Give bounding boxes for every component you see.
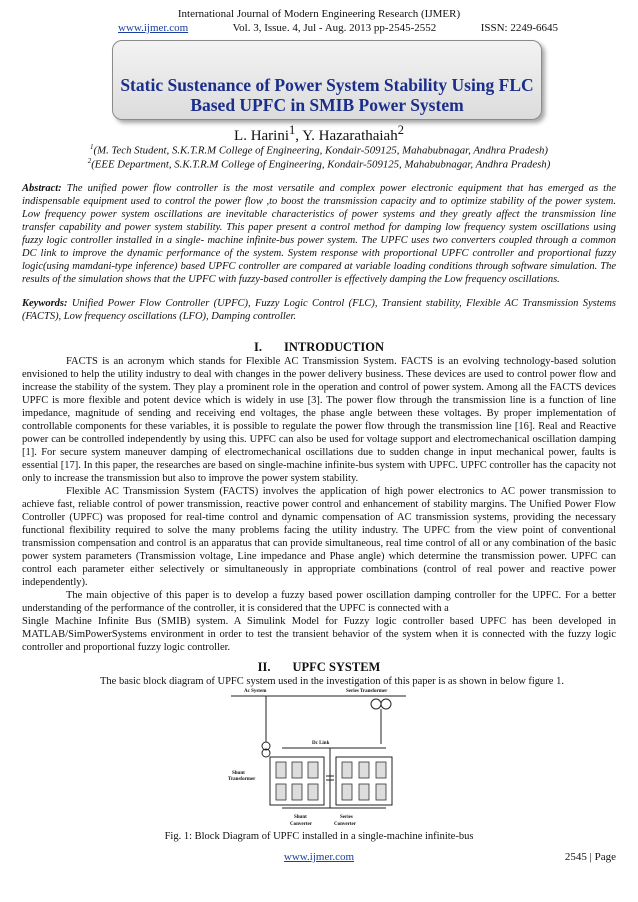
shunt-switch-5 (292, 784, 302, 800)
label-dc-link: Dc Link (312, 741, 330, 746)
paper-title-line-2: Based UPFC in SMIB Power System (190, 95, 464, 115)
intro-paragraph-1: FACTS is an acronym which stands for Flexible AC Transmission System. FACTS is an evolving technology-based solution envisioned to help the utility industry to deal with changes in the power delivery business. These devices are used to control power flow and increase the stability of the system. They play a prominent role in the operation and control of power system. Among all the FACTS devices UPFC is more flexible and potent device which is widely in use [3]. The power flow through the transmission line is a function of line impedance, magnitude of sending and receiving end voltages, the phase angle between these voltages. By proper implementation of controllable components for these variables, it is possible to regulate the power flow through the transmission line [16]. Real and Reactive power can be controlled independently by using this. UPFC can also be used for voltage support and electromechanical oscillation damping [1]. For secure system maneuver damping of electromechanical oscillations due to sudden change in input mechanical power, faults is essential [17]. In this paper, the researches are based on single-machine infinite-bus system with UPFC. UPFC controller has the capacity not only to increase the transmission but also to improve the power system stability. (22, 356, 616, 484)
series-switch-2 (359, 762, 369, 778)
figure-caption: Fig. 1: Block Diagram of UPFC installed in a single-machine infinite-bus (164, 831, 474, 842)
journal-meta (118, 22, 558, 34)
footer-url-link[interactable]: www.ijmer.com (283, 851, 355, 863)
section-1-title: INTRODUCTION (283, 340, 384, 354)
label-shunt-converter-2: Converter (290, 822, 312, 827)
journal-issn: ISSN: 2249-6645 (480, 22, 558, 34)
footer-page-number: 2545 | Page (564, 851, 616, 863)
affiliation-1-text: (M. Tech Student, S.K.T.R.M College of Engineering, Kondair-509125, Mahabubnagar, Andhra Pradesh) (93, 144, 549, 157)
intro-paragraph-4: Single Machine Infinite Bus (SMIB) system. A Simulink Model for Fuzzy logic controller based UPFC has been developed in MATLAB/SimPowerSystems environment in order to test the transient behavior of the system when it is connected with the fuzzy logic controller and proportional fuzzy logic controller. (22, 616, 616, 653)
author-1: L. Harini (234, 128, 290, 144)
section-2-heading (0, 660, 638, 675)
section-1-heading (0, 340, 638, 355)
shunt-switch-3 (308, 762, 318, 778)
affiliation-2-text: (EEE Department, S.K.T.R.M College of Engineering, Kondair-509125, Mahabubnagar, Andhra Pradesh) (91, 158, 551, 171)
author-2-affil-mark: 2 (397, 123, 404, 137)
affiliation-1 (0, 143, 638, 157)
journal-volume: Vol. 3, Issue. 4, Jul - Aug. 2013 pp-2545-2552 (232, 22, 437, 34)
upfc-paragraph-1: The basic block diagram of UPFC system used in the investigation of this paper is as shown in below figure 1. (100, 676, 564, 687)
shunt-switch-1 (276, 762, 286, 778)
paper-title-line-1: Static Sustenance of Power System Stability Using FLC (120, 75, 534, 95)
label-shunt-converter-1: Shunt (294, 815, 307, 820)
journal-url-link[interactable]: www.ijmer.com (118, 22, 189, 34)
author-1-affil-mark: 1 (289, 123, 296, 137)
abstract (22, 182, 616, 286)
series-transformer-coil-a (371, 699, 381, 709)
keywords (22, 297, 616, 323)
shunt-switch-2 (292, 762, 302, 778)
author-2: , Y. Hazarathaiah (295, 128, 398, 144)
label-shunt-transformer-2: Transformer (228, 777, 256, 782)
section-2-number: II. (257, 660, 271, 674)
shunt-switch-6 (308, 784, 318, 800)
section-1-number: I. (253, 340, 262, 354)
journal-name: International Journal of Modern Engineering Research (IJMER) (177, 8, 461, 20)
label-series-converter-2: Converter (334, 822, 356, 827)
abstract-text: The unified power flow controller is the most versatile and complex power electronic equipment that has emerged as the indispensable equipment used to control the power flow ,to boost the transmission capacity and to optimize stability of the power system. Low frequency power system oscillations are inevitable characteristics of power systems and they greatly affect the transmission line transfer capability and power system stability. This paper present a control method for damping low frequency system oscillations using fuzzy logic controller installed in a single- machine infinite-bus power system. The UPFC uses two converters coupled through a common DC link to improve the dynamic performance of the system. System response with proportional UPFC controller and proportional fuzzy logic(using mamdani-type inference) based UPFC controller are compared at variable loading conditions through software simulation. The results of the simulation shows that the UPFC with fuzzy-based controller is effectively damping the Low frequency oscillations. (22, 183, 616, 285)
upfc-block-diagram (226, 682, 412, 832)
series-switch-6 (376, 784, 386, 800)
abstract-label: Abstract: (22, 183, 62, 194)
label-series-transformer: Series Transformer (346, 689, 388, 694)
intro-paragraph-2: Flexible AC Transmission System (FACTS) involves the application of high power electronics to AC power transmission to achieve fast, reliable control of power transmission, reactive power control and enhancement of stability margins. The Unified Power Flow Controller (UPFC) was proposed for real-time control and dynamic compensation of AC transmission systems, providing the necessary functional flexibility required to solve the many problems facing the utility industry. The UPFC from the view point of conventional transmission compensation and control is an apparatus that can provide simultaneous, real time control of all or any combination of the basic power system parameters (Transmission voltage, Line impedance and Phase angle) which determine the transmission power. UPFC can control each parameter either selectively or simultaneously in appropriate combinations (control of real power and reactive power independently). (22, 486, 616, 588)
label-shunt-transformer-1: Shunt (232, 771, 245, 776)
series-transformer-coil-b (381, 699, 391, 709)
paper-title (112, 75, 542, 115)
section-2-title: UPFC SYSTEM (292, 660, 381, 674)
shunt-switch-4 (276, 784, 286, 800)
affiliation-2-mark: 2 (87, 157, 92, 165)
section-1-body (22, 355, 616, 654)
label-series-converter-1: Series (340, 815, 353, 820)
label-ac-system: Ac System (244, 689, 267, 694)
authors (0, 123, 638, 145)
intro-paragraph-3: The main objective of this paper is to develop a fuzzy based power oscillation damping controller for the UPFC. For a better understanding of the performance of the controller, it is considered that the UPFC is connected with a (22, 590, 616, 614)
affiliation-1-mark: 1 (89, 143, 94, 151)
series-switch-3 (376, 762, 386, 778)
affiliation-2 (0, 157, 638, 171)
series-switch-5 (359, 784, 369, 800)
series-switch-1 (342, 762, 352, 778)
keywords-label: Keywords: (22, 298, 68, 309)
series-switch-4 (342, 784, 352, 800)
keywords-text: Unified Power Flow Controller (UPFC), Fuzzy Logic Control (FLC), Transient stability, Flexible AC Transmission Systems (FACTS), Low frequency oscillations (LFO), Damping controller. (22, 298, 616, 322)
